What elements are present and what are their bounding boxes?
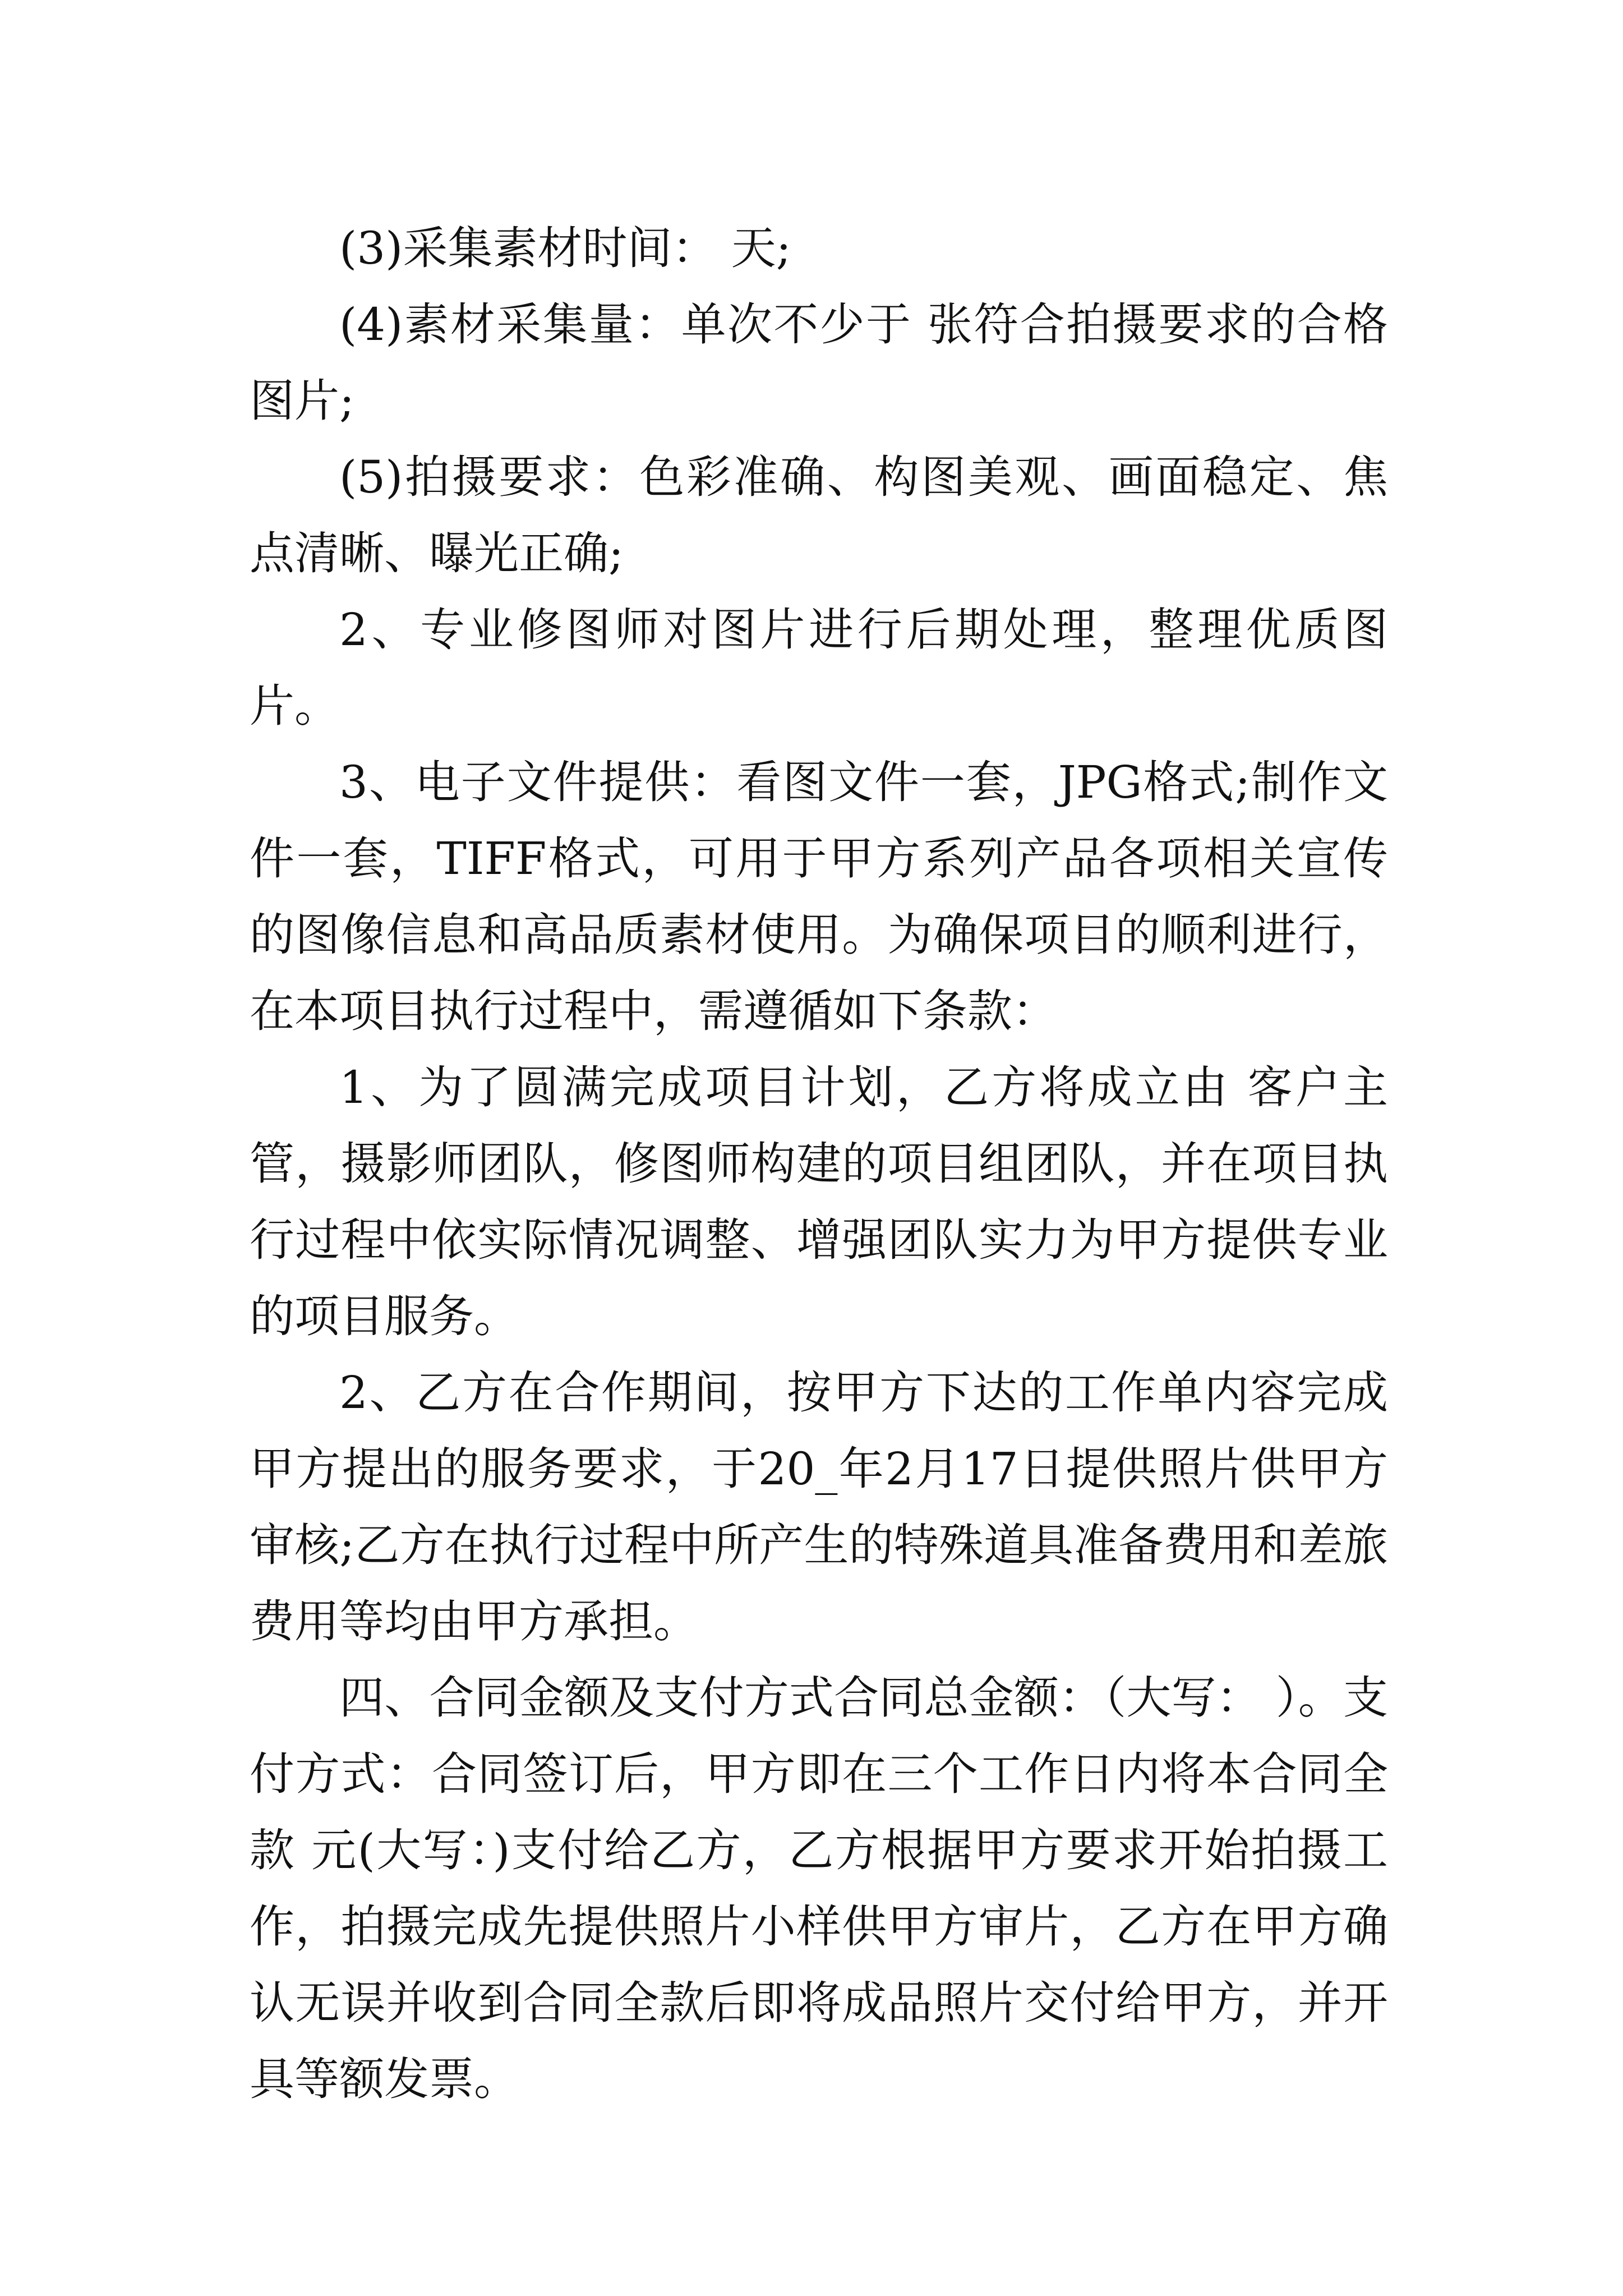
paragraph-contract-amount-payment: 四、合同金额及支付方式合同总金额：（大写： ）。支付方式：合同签订后，甲方即在三个工作日内将本合同全款 元(大写：)支付给乙方，乙方根据甲方要求开始拍摄工作，拍摄完成先提供照片小样供甲方审片，乙方在甲方确认无误并收到合同全款后即将成品照片交付给甲方，并开具等额发票。 xyxy=(250,1672,1388,2105)
paragraph-project-team: 1、为了圆满完成项目计划，乙方将成立由 客户主管，摄影师团队，修图师构建的项目组团队，并在项目执行过程中依实际情况调整、增强团队实力为甲方提供专业的项目服务。 xyxy=(250,1061,1388,1342)
document-body xyxy=(250,210,1388,2118)
paragraph-shooting-requirements: (5)拍摄要求：色彩准确、构图美观、画面稳定、焦点清晰、曝光正确; xyxy=(250,451,1388,579)
paragraph-electronic-files: 3、电子文件提供：看图文件一套，JPG格式;制作文件一套，TIFF格式，可用于甲方系列产品各项相关宣传的图像信息和高品质素材使用。为确保项目的顺利进行，在本项目执行过程中，需遵循如下条款： xyxy=(250,756,1388,1037)
paragraph-material-quantity: (4)素材采集量：单次不少于 张符合拍摄要求的合格图片; xyxy=(250,298,1388,427)
paragraph-collection-time: (3)采集素材时间： 天; xyxy=(339,222,791,274)
paragraph-service-requirements: 2、乙方在合作期间，按甲方下达的工作单内容完成甲方提出的服务要求，于20_年2月17日提供照片供甲方审核;乙方在执行过程中所产生的特殊道具准备费用和差旅费用等均由甲方承担。 xyxy=(250,1366,1388,1648)
paragraph-retouching: 2、专业修图师对图片进行后期处理，整理优质图片。 xyxy=(250,604,1388,732)
